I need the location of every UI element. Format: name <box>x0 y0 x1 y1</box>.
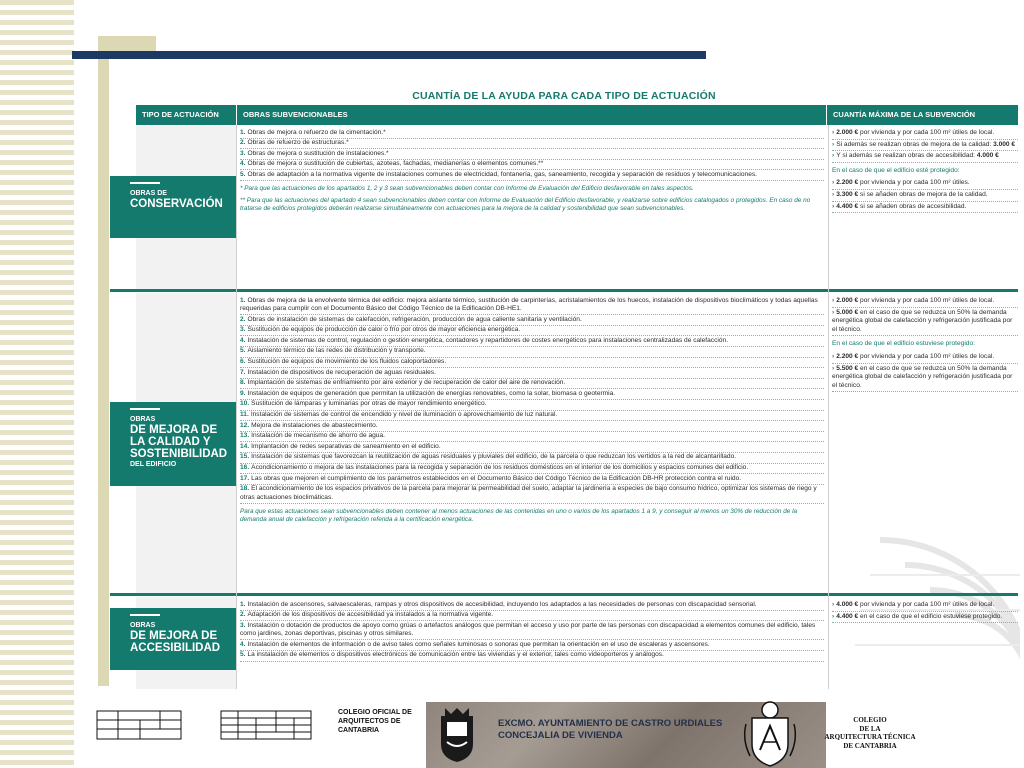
item-number: 4. <box>240 160 246 168</box>
section-label-conservacion <box>110 176 236 238</box>
amount-value: 2.000 € <box>836 129 859 136</box>
item-text: Obras de mejora o sustitución de cubiertas, azoteas, fachadas, medianerías o elementos comunes.** <box>247 160 544 168</box>
item-number: 10. <box>240 400 250 408</box>
item-text: Instalación de sistemas de control de encendido y nivel de iluminación o aprovechamiento de luz natural. <box>250 411 558 419</box>
amount-value: 2.000 € <box>836 297 859 304</box>
amount-value: 3.300 € <box>836 190 859 198</box>
chevron-right-icon: › <box>832 612 835 620</box>
list-item <box>240 411 824 422</box>
item-text: Mejora de instalaciones de abastecimiento. <box>251 421 378 429</box>
list-item <box>240 464 824 475</box>
coac-logo-icon <box>96 710 182 740</box>
item-text: Obras de instalación de sistemas de calefacción, refrigeración, producción de agua caliente sanitaria y ventilación. <box>247 315 582 323</box>
amount-text: en el caso de que el edificio estuviese protegido. <box>858 612 1003 620</box>
amount-value: 4.000 € <box>836 601 859 608</box>
item-text: El acondicionamiento de los espacios privativos de la parcela para mejorar la permeabilidad del suelo, adaptar la jardinería a especies de bajo consumo hídrico, optimizar los sistemas de riego y otras actuaciones bioclimáticas. <box>240 485 817 501</box>
item-number: 6. <box>240 358 246 366</box>
item-number: 5. <box>240 651 246 659</box>
chevron-right-icon: › <box>832 179 835 187</box>
item-text: Instalación de dispositivos de recuperación de aguas residuales. <box>247 368 436 376</box>
amount-value: 4.400 € <box>836 202 859 210</box>
amount-item <box>832 202 1018 214</box>
chevron-right-icon: › <box>832 297 835 304</box>
item-text: Obras de mejora o sustitución de instalaciones.* <box>247 149 389 157</box>
item-number: 2. <box>240 139 246 147</box>
item-number: 3. <box>240 149 246 157</box>
item-text: Obras de mejora o refuerzo de la cimentación.* <box>247 128 386 136</box>
item-number: 3. <box>240 621 246 629</box>
colegio-arquitectura-name <box>810 716 930 750</box>
amount-value: 2.200 € <box>836 179 859 187</box>
item-number: 11. <box>240 411 249 419</box>
item-number: 8. <box>240 379 246 387</box>
page-title: CUANTÍA DE LA AYUDA PARA CADA TIPO DE ACTUACIÓN <box>412 90 716 102</box>
item-text: Instalación o dotación de productos de apoyo como grúas o artefactos análogos que permitan el acceso y uso por parte de las personas con discapacidad a elementos comunes del edificio, tales como jardines, zonas deportivas, piscinas y otros similares. <box>240 621 816 638</box>
item-number: 18. <box>240 485 250 493</box>
concejalia-name: CONCEJALIA DE VIVIENDA <box>498 730 623 741</box>
header-obras: OBRAS SUBVENCIONABLES <box>236 105 826 125</box>
items-conservacion <box>240 128 824 213</box>
items-accesibilidad <box>240 600 824 662</box>
item-number: 4. <box>240 640 246 648</box>
list-item <box>240 474 824 485</box>
list-item <box>240 149 824 160</box>
item-text: Instalación de sistemas de control, regulación o gestión energética, contadores y repartidores de costes energéticos para instalaciones centralizadas de calefacción. <box>247 336 729 344</box>
item-text: Las obras que mejoren el cumplimiento de los parámetros establecidos en el Documento Básico del Código Técnico de la Edificación DB-HR protección contra el ruido. <box>251 474 742 482</box>
item-number: 2. <box>240 315 246 323</box>
label-small: OBRAS DE <box>130 190 167 197</box>
item-text: Acondicionamiento o mejora de las instalaciones para la recogida y separación de los residuos domésticos en el interior de los domicilios y espacios comunes del edificio. <box>251 464 749 471</box>
item-text: Instalación de equipos de generación que permitan la utilización de energías renovables, como la solar, biomasa o geotermia. <box>247 389 616 397</box>
label-big: CONSERVACIÓN <box>130 198 223 210</box>
item-number: 14. <box>240 442 250 450</box>
label-small: OBRAS <box>130 416 156 423</box>
amount-item <box>832 296 1018 308</box>
amount-text: en el caso de que se reduzca un 50% la demanda energética global de calefacción y refrigeración justificada por el técnico. <box>832 364 1013 389</box>
amount-item <box>832 128 1018 140</box>
amount-text: en el caso de que se reduzca un 50% la demanda energética global de calefacción y refrigeración justificada por el técnico. <box>832 308 1013 333</box>
section-label-accesibilidad <box>110 608 236 670</box>
list-item <box>240 326 824 337</box>
chevron-right-icon: › <box>832 202 835 210</box>
section-note: ** Para que las actuaciones del apartado 4 sean subvencionables deben contar con Informe de Evaluación del Edificio desfavorable, y realizarse sobre edificios catalogados o protegidos. En caso de no tratarse de edificios protegidos deberán realizarse simultáneamente con actuaciones para la mejora de la calidad y sostenibilidad que sean subvencionables. <box>240 196 811 212</box>
amount-text: por vivienda y por cada 100 m² útiles de local. <box>858 297 995 304</box>
item-text: Sustitución de equipos de producción de calor o frío por otros de mayor eficiencia energética. <box>247 326 521 334</box>
colegio-line-2: DE LA <box>859 724 881 733</box>
amount-item <box>832 151 1018 163</box>
item-number: 1. <box>240 600 246 608</box>
ayuntamiento-name: EXCMO. AYUNTAMIENTO DE CASTRO URDIALES <box>498 718 723 729</box>
colegio-line-1: COLEGIO <box>853 716 887 724</box>
list-item <box>240 611 824 622</box>
decorative-navy-line <box>72 51 706 59</box>
amount-text: por vivienda y por cada 100 m² útiles. <box>858 179 970 187</box>
decorative-beige-bar <box>98 36 109 686</box>
amount-value: 5.000 € <box>836 308 859 316</box>
colegio-line-4: DE CANTABRIA <box>843 741 897 750</box>
item-text: Obras de adaptación a la normativa vigente de instalaciones comunes de electricidad, fontanería, gas, saneamiento, recogida y separación de residuos y telecomunicaciones. <box>247 170 757 178</box>
list-item <box>240 296 824 315</box>
chevron-right-icon: › <box>832 152 835 160</box>
list-item <box>240 389 824 400</box>
item-text: Aislamiento térmico de las redes de distribución y transporte. <box>247 347 426 355</box>
amount-text: Si además se realizan obras de mejora de la calidad: <box>836 140 994 148</box>
amount-value: 2.200 € <box>836 352 859 360</box>
item-number: 17. <box>240 474 250 482</box>
list-item <box>240 442 824 453</box>
item-number: 1. <box>240 296 246 304</box>
section-divider <box>110 289 1018 292</box>
label-dash <box>130 182 160 184</box>
list-item <box>240 421 824 432</box>
list-item <box>240 128 824 139</box>
coac-name: COLEGIO OFICIAL DE ARQUITECTOS DE CANTABRIA <box>338 709 412 734</box>
list-item <box>240 368 824 379</box>
item-text: Implantación de redes separativas de saneamiento en el edificio. <box>251 442 441 450</box>
footer <box>90 700 1024 768</box>
chevron-right-icon: › <box>832 364 835 372</box>
building-watermark <box>830 480 1020 690</box>
item-text: La instalación de elementos o dispositivos electrónicos de comunicación entre las viviendas y el exterior, tales como videoporteros y análogos. <box>247 651 664 659</box>
item-number: 3. <box>240 326 246 334</box>
item-text: Adaptación de los dispositivos de accesibilidad ya instalados a la normativa vigente. <box>247 611 494 619</box>
amount-text: si se añaden obras de mejora de la calidad. <box>858 190 988 198</box>
chevron-right-icon: › <box>832 308 835 316</box>
amount-value: 4.000 € <box>976 152 999 160</box>
item-number: 5. <box>240 170 246 178</box>
list-item <box>240 160 824 171</box>
item-text: Implantación de sistemas de enfriamiento por aire exterior y de recuperación de calor del aire de renovación. <box>247 379 566 387</box>
amount-text: por vivienda y por cada 100 m² útiles de local. <box>858 129 995 136</box>
item-text: Sustitución de equipos de movimiento de los fluidos caloportadores. <box>247 358 447 366</box>
header-tipo: TIPO DE ACTUACIÓN <box>136 105 236 125</box>
list-item <box>240 621 824 640</box>
label-small-2: DEL EDIFICIO <box>130 461 177 468</box>
amounts-accesibilidad <box>832 600 1018 623</box>
column-separator <box>236 125 237 689</box>
list-item <box>240 379 824 390</box>
list-item <box>240 315 824 326</box>
chevron-right-icon: › <box>832 190 835 198</box>
item-number: 1. <box>240 128 246 136</box>
amount-item <box>832 364 1018 393</box>
item-number: 2. <box>240 611 246 619</box>
amount-text: por vivienda y por cada 100 m² útiles de local. <box>858 601 995 608</box>
column-separator <box>828 125 829 689</box>
amount-item <box>832 352 1018 364</box>
amount-text: si se añaden obras de accesibilidad. <box>858 202 967 210</box>
item-number: 9. <box>240 389 246 397</box>
list-item <box>240 170 824 181</box>
amount-value: 3.000 € <box>993 140 1016 148</box>
list-item <box>240 453 824 464</box>
items-calidad <box>240 296 824 524</box>
amount-note: En el caso de que el edificio esté protegido: <box>832 166 960 174</box>
amount-item <box>832 600 1018 612</box>
list-item <box>240 432 824 443</box>
item-number: 12. <box>240 421 250 429</box>
label-big: DE MEJORA DE LA CALIDAD Y SOSTENIBILIDAD <box>130 424 228 460</box>
list-item <box>240 651 824 662</box>
list-item <box>240 336 824 347</box>
ayuntamiento-text <box>498 718 722 742</box>
item-number: 7. <box>240 368 246 376</box>
section-note: * Para que las actuaciones de los apartados 1, 2 y 3 sean subvencionables deben contar con Informe de Evaluación del Edificio desfavorable en tales aspectos. <box>240 184 694 192</box>
amounts-calidad <box>832 296 1018 392</box>
item-text: Obras de mejora de la envolvente térmica del edificio: mejora aislante térmico, sustitución de carpinterías, acristalamientos de los huecos, instalación de dispositivos bioclimáticos y todas aquellas requeridas para cumplir con el Documento Básico del Código Técnico de la Edificación DB-HE1. <box>240 296 818 313</box>
chevron-right-icon: › <box>832 352 835 360</box>
amount-item <box>832 612 1018 624</box>
list-item <box>240 400 824 411</box>
label-small: OBRAS <box>130 622 156 629</box>
amount-value: 5.500 € <box>836 364 859 372</box>
list-item <box>240 640 824 651</box>
list-item <box>240 600 824 611</box>
label-dash <box>130 614 160 616</box>
item-number: 4. <box>240 336 246 344</box>
amount-value: 4.400 € <box>836 612 859 620</box>
item-text: Instalación de elementos de información o de aviso tales como señales luminosas o sonoras que permitan la orientación en el uso de escaleras y ascensores. <box>247 640 710 648</box>
list-item <box>240 358 824 369</box>
item-number: 5. <box>240 347 246 355</box>
label-dash <box>130 408 160 410</box>
colegio-shield-icon <box>740 700 800 768</box>
amount-item <box>832 140 1018 152</box>
item-text: Obras de refuerzo de estructuras.* <box>247 139 349 147</box>
amount-note: En el caso de que el edificio estuviese protegido: <box>832 340 975 348</box>
colegio-line-3: ARQUITECTURA TÉCNICA <box>824 733 916 741</box>
amount-text: Y si además se realizan obras de accesibilidad: <box>836 152 977 160</box>
item-number: 13. <box>240 432 250 440</box>
chevron-right-icon: › <box>832 601 835 608</box>
amount-item <box>832 308 1018 337</box>
section-divider <box>110 593 1018 596</box>
item-text: Instalación de mecanismo de ahorro de agua. <box>251 432 385 440</box>
section-note: Para que estas actuaciones sean subvencionables deben contener al menos actuaciones de las contenidas en uno o varios de los apartados 1 a 9, y conseguir al menos un 30% de reducción de la demanda anual de calefacción y refrigeración referida a la certificación energética. <box>240 507 798 523</box>
item-text: Sustitución de lámparas y luminarias por otras de mayor rendimiento energético. <box>251 400 487 408</box>
list-item <box>240 347 824 358</box>
item-text: Instalación de sistemas que favorezcan la reutilización de aguas residuales y pluviales del edificio, de la parcela o que reduzcan los vertidos a la red de alcantarillado. <box>251 453 737 461</box>
amounts-conservacion <box>832 128 1018 213</box>
castro-urdiales-shield-icon <box>435 706 479 764</box>
amount-item <box>832 178 1018 190</box>
amount-text: por vivienda y por cada 100 m² útiles de local. <box>858 352 995 360</box>
chevron-right-icon: › <box>832 140 835 148</box>
item-text: Instalación de ascensores, salvaescaleras, rampas y otros dispositivos de accesibilidad, incluyendo los adaptados a las necesidades de personas con discapacidad sensorial. <box>247 600 757 608</box>
header-cuantia: CUANTÍA MÁXIMA DE LA SUBVENCIÓN <box>826 105 1018 125</box>
item-number: 16. <box>240 464 250 471</box>
item-number: 15. <box>240 453 250 461</box>
chevron-right-icon: › <box>832 129 835 136</box>
decorative-stripes <box>0 0 74 768</box>
list-item <box>240 485 824 504</box>
section-label-calidad <box>110 402 236 486</box>
amount-item <box>832 190 1018 202</box>
list-item <box>240 139 824 150</box>
label-big: DE MEJORA DE ACCESIBILIDAD <box>130 630 221 654</box>
coac-building-icon <box>220 710 312 740</box>
